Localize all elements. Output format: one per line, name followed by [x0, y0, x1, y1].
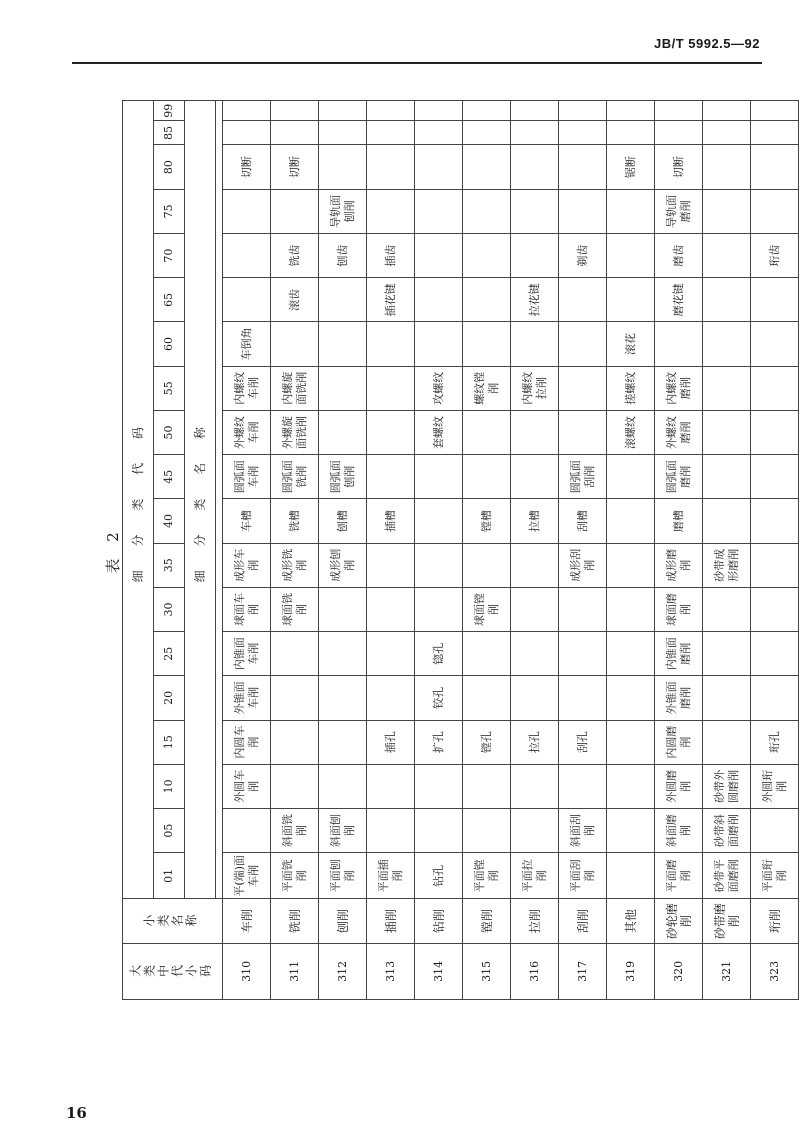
table-cell: 斜面铣削 [271, 809, 319, 853]
table-cell: 内圆磨削 [655, 720, 703, 764]
row-code: 311 [271, 943, 319, 999]
table-cell [319, 676, 367, 720]
table-cell [415, 499, 463, 543]
table-cell [415, 322, 463, 366]
table-cell [271, 720, 319, 764]
code-header-cell: 05 [154, 809, 185, 853]
table-cell [319, 410, 367, 454]
table-cell: 镗孔 [463, 720, 511, 764]
table-cell [655, 322, 703, 366]
table-row [319, 101, 367, 1000]
table-cell [511, 455, 559, 499]
table-cell [415, 233, 463, 277]
table-cell: 滚齿 [271, 278, 319, 322]
table-row [223, 101, 271, 1000]
table-cell [223, 233, 271, 277]
table-cell [703, 720, 751, 764]
row-minor-class-name: 镗削 [463, 899, 511, 943]
table-cell [655, 121, 703, 145]
header-spacer [216, 101, 223, 899]
table-cell [463, 101, 511, 121]
table-cell: 插槽 [367, 499, 415, 543]
table-cell: 镗槽 [463, 499, 511, 543]
header-rule [72, 62, 762, 64]
table-cell [607, 121, 655, 145]
table-cell [559, 764, 607, 808]
table-cell: 刮槽 [559, 499, 607, 543]
table-cell: 插花键 [367, 278, 415, 322]
row-code: 317 [559, 943, 607, 999]
table-title: 表 2 [104, 526, 122, 574]
table-cell [319, 587, 367, 631]
table-cell [511, 410, 559, 454]
table-cell [415, 101, 463, 121]
table-cell: 车倒角 [223, 322, 271, 366]
table-body [223, 101, 799, 1000]
header-minor-class-name: 小类名称 [123, 899, 223, 943]
table-cell [703, 121, 751, 145]
table-cell [463, 455, 511, 499]
table-cell: 砂带外圆磨削 [703, 764, 751, 808]
table-cell [271, 676, 319, 720]
table-cell: 外圆磨削 [655, 764, 703, 808]
table-cell [511, 145, 559, 189]
row-code: 315 [463, 943, 511, 999]
table-cell [367, 587, 415, 631]
table-cell [559, 278, 607, 322]
table-cell [751, 366, 799, 410]
table-cell [751, 101, 799, 121]
table-row [703, 101, 751, 1000]
table-cell: 内螺旋面铣削 [271, 366, 319, 410]
table-cell [607, 632, 655, 676]
table-cell [367, 189, 415, 233]
table-cell: 内圆车削 [223, 720, 271, 764]
table-cell: 磨齿 [655, 233, 703, 277]
table-cell: 成形刮削 [559, 543, 607, 587]
table-cell: 斜面磨削 [655, 809, 703, 853]
table-cell: 铣齿 [271, 233, 319, 277]
code-header-cell: 65 [154, 278, 185, 322]
table-cell: 内锥面磨削 [655, 632, 703, 676]
table-cell: 拉槽 [511, 499, 559, 543]
table-row [607, 101, 655, 1000]
table-cell [511, 322, 559, 366]
table-cell [271, 101, 319, 121]
table-cell: 圆弧面刮削 [559, 455, 607, 499]
table-cell [559, 121, 607, 145]
table-cell: 平面拉削 [511, 853, 559, 899]
table-cell [367, 764, 415, 808]
table-cell: 钻孔 [415, 853, 463, 899]
table-cell [463, 145, 511, 189]
table-cell [703, 278, 751, 322]
table-cell [703, 676, 751, 720]
table-cell [463, 410, 511, 454]
row-code: 320 [655, 943, 703, 999]
code-header-cell: 70 [154, 233, 185, 277]
page-number: 16 [66, 1104, 87, 1122]
row-minor-class-name: 刨削 [319, 899, 367, 943]
table-cell [703, 145, 751, 189]
table-cell [751, 322, 799, 366]
row-code: 312 [319, 943, 367, 999]
table-cell [607, 809, 655, 853]
table-cell [559, 101, 607, 121]
table-cell: 磨花键 [655, 278, 703, 322]
table-cell: 插齿 [367, 233, 415, 277]
table-cell [271, 322, 319, 366]
table-cell [703, 587, 751, 631]
table-cell [319, 101, 367, 121]
table-cell: 拉孔 [511, 720, 559, 764]
table-cell: 球面磨削 [655, 587, 703, 631]
table-cell: 螺纹镗削 [463, 366, 511, 410]
table-cell [607, 720, 655, 764]
code-header-cell: 50 [154, 410, 185, 454]
table-cell: 刮孔 [559, 720, 607, 764]
table-cell [511, 587, 559, 631]
table-cell [223, 278, 271, 322]
table-cell [511, 676, 559, 720]
table-cell: 剃齿 [559, 233, 607, 277]
table-cell: 插孔 [367, 720, 415, 764]
row-minor-class-name: 钻削 [415, 899, 463, 943]
table-cell [751, 632, 799, 676]
table-cell: 砂带斜面磨削 [703, 809, 751, 853]
table-cell: 内螺纹磨削 [655, 366, 703, 410]
code-header-cell: 01 [154, 853, 185, 899]
table-cell [751, 121, 799, 145]
table-cell: 切断 [271, 145, 319, 189]
table-cell [415, 543, 463, 587]
table-cell: 攻螺纹 [415, 366, 463, 410]
table-cell: 内螺纹车削 [223, 366, 271, 410]
table-cell [463, 322, 511, 366]
table-cell [463, 233, 511, 277]
table-cell [703, 455, 751, 499]
table-cell [463, 676, 511, 720]
code-header-cell: 40 [154, 499, 185, 543]
table-cell [511, 189, 559, 233]
table-cell [511, 543, 559, 587]
table-cell [751, 587, 799, 631]
row-code: 316 [511, 943, 559, 999]
table-cell [559, 189, 607, 233]
table-cell [367, 366, 415, 410]
table-cell: 圆弧面铣削 [271, 455, 319, 499]
table-cell: 砂带成形磨削 [703, 543, 751, 587]
classification-table [122, 100, 799, 1000]
code-header-cell: 80 [154, 145, 185, 189]
table-cell [751, 543, 799, 587]
table-cell: 套螺纹 [415, 410, 463, 454]
table-cell [607, 853, 655, 899]
table-cell [607, 233, 655, 277]
table-cell: 圆弧面磨削 [655, 455, 703, 499]
table-cell [463, 764, 511, 808]
row-minor-class-name: 珩削 [751, 899, 799, 943]
code-header-cell: 35 [154, 543, 185, 587]
table-cell: 成形磨削 [655, 543, 703, 587]
table-row [751, 101, 799, 1000]
table-cell: 圆弧面刨削 [319, 455, 367, 499]
table-cell [367, 676, 415, 720]
table-cell [511, 233, 559, 277]
table-cell: 球面镗削 [463, 587, 511, 631]
table-cell [703, 410, 751, 454]
table-cell [751, 189, 799, 233]
table-cell [703, 189, 751, 233]
table-cell [751, 410, 799, 454]
row-code: 310 [223, 943, 271, 999]
table-cell [223, 121, 271, 145]
table-cell: 外锥面车削 [223, 676, 271, 720]
code-header-cell: 45 [154, 455, 185, 499]
table-cell [319, 278, 367, 322]
code-header-cell: 55 [154, 366, 185, 410]
table-cell [319, 366, 367, 410]
table-cell [559, 632, 607, 676]
table-cell: 拉花键 [511, 278, 559, 322]
table-cell: 球面铣削 [271, 587, 319, 631]
table-cell [607, 543, 655, 587]
row-minor-class-name: 刮削 [559, 899, 607, 943]
table-cell [607, 499, 655, 543]
row-minor-class-name: 砂轮磨削 [655, 899, 703, 943]
code-header-cell: 60 [154, 322, 185, 366]
table-cell [367, 121, 415, 145]
table-cell: 铰孔 [415, 676, 463, 720]
table-cell: 外螺纹车削 [223, 410, 271, 454]
table-cell [463, 189, 511, 233]
row-minor-class-name: 其他 [607, 899, 655, 943]
table-cell [271, 189, 319, 233]
table-cell [703, 233, 751, 277]
table-cell: 平面插削 [367, 853, 415, 899]
code-header-cell: 99 [154, 101, 185, 121]
table-cell [319, 121, 367, 145]
table-cell [559, 145, 607, 189]
code-header-cell: 10 [154, 764, 185, 808]
table-cell [319, 632, 367, 676]
table-cell: 车槽 [223, 499, 271, 543]
table-row [559, 101, 607, 1000]
row-code: 319 [607, 943, 655, 999]
table-cell: 平(端)面车削 [223, 853, 271, 899]
code-header-row [154, 101, 185, 1000]
table-row [511, 101, 559, 1000]
row-minor-class-name: 拉削 [511, 899, 559, 943]
table-cell [415, 587, 463, 631]
table-cell: 切断 [655, 145, 703, 189]
code-header-cell: 20 [154, 676, 185, 720]
row-minor-class-name: 铣削 [271, 899, 319, 943]
table-cell [751, 499, 799, 543]
table-cell: 外螺旋面铣削 [271, 410, 319, 454]
table-cell: 锯断 [607, 145, 655, 189]
table-cell [511, 101, 559, 121]
table-cell [559, 676, 607, 720]
table-cell [607, 101, 655, 121]
table-cell: 球面车削 [223, 587, 271, 631]
row-code: 321 [703, 943, 751, 999]
table-cell [607, 587, 655, 631]
table-cell [559, 322, 607, 366]
table-cell: 滚螺纹 [607, 410, 655, 454]
table-cell: 刨槽 [319, 499, 367, 543]
table-cell: 平面刨削 [319, 853, 367, 899]
table-cell [463, 632, 511, 676]
table-cell: 斜面刮削 [559, 809, 607, 853]
code-header-cell: 15 [154, 720, 185, 764]
table-cell: 成形刨削 [319, 543, 367, 587]
table-cell: 内锥面车削 [223, 632, 271, 676]
code-header-cell: 30 [154, 587, 185, 631]
table-cell: 磨槽 [655, 499, 703, 543]
table-cell [415, 764, 463, 808]
table-row [655, 101, 703, 1000]
table-cell [415, 189, 463, 233]
table-cell: 外圆珩削 [751, 764, 799, 808]
table-cell [415, 145, 463, 189]
table-cell: 平面珩削 [751, 853, 799, 899]
table-cell [223, 189, 271, 233]
table-cell [655, 101, 703, 121]
table-cell: 搓螺纹 [607, 366, 655, 410]
table-cell [751, 676, 799, 720]
table-cell [319, 720, 367, 764]
table-cell: 铣槽 [271, 499, 319, 543]
code-header-cell: 25 [154, 632, 185, 676]
table-cell [367, 632, 415, 676]
table-cell [607, 764, 655, 808]
table-cell: 外锥面磨削 [655, 676, 703, 720]
table-cell: 刨齿 [319, 233, 367, 277]
table-cell [223, 809, 271, 853]
table-cell [511, 121, 559, 145]
table-cell: 平面镗削 [463, 853, 511, 899]
table-cell: 扩孔 [415, 720, 463, 764]
table-cell [703, 499, 751, 543]
table-row [271, 101, 319, 1000]
table-cell [271, 764, 319, 808]
header-major-minor-code: 大类中代小码 [123, 943, 223, 999]
table-cell [751, 145, 799, 189]
table-cell [319, 145, 367, 189]
table-cell [367, 145, 415, 189]
table-cell [415, 121, 463, 145]
table-cell [703, 101, 751, 121]
code-header-cell: 75 [154, 189, 185, 233]
row-minor-class-name: 插削 [367, 899, 415, 943]
table-cell: 平面刮削 [559, 853, 607, 899]
table-cell [703, 632, 751, 676]
table-cell [559, 587, 607, 631]
table-cell: 锪孔 [415, 632, 463, 676]
table-cell [703, 366, 751, 410]
table-cell: 滚花 [607, 322, 655, 366]
table-cell [367, 410, 415, 454]
table-cell [271, 121, 319, 145]
table-cell [607, 455, 655, 499]
table-cell [367, 809, 415, 853]
code-header-cell: 85 [154, 121, 185, 145]
table-cell [319, 322, 367, 366]
table-cell: 成形铣削 [271, 543, 319, 587]
table-cell [367, 543, 415, 587]
table-cell [559, 366, 607, 410]
row-minor-class-name: 车削 [223, 899, 271, 943]
table-cell [463, 121, 511, 145]
table-cell: 切断 [223, 145, 271, 189]
table-cell [607, 676, 655, 720]
table-cell: 导轨面磨削 [655, 189, 703, 233]
table-cell: 外螺纹磨削 [655, 410, 703, 454]
table-cell [223, 101, 271, 121]
table-cell: 斜面刨削 [319, 809, 367, 853]
table-cell [463, 543, 511, 587]
table-cell: 平面磨削 [655, 853, 703, 899]
table-cell: 导轨面刨削 [319, 189, 367, 233]
table-cell [751, 809, 799, 853]
table-cell: 成形车削 [223, 543, 271, 587]
header-group-code: 细 分 类 代 码 [123, 101, 154, 899]
table-cell [367, 101, 415, 121]
table-cell [367, 322, 415, 366]
table-cell [511, 764, 559, 808]
table-cell: 平面铣削 [271, 853, 319, 899]
header-group-name: 细 分 类 名 称 [185, 101, 216, 899]
table-cell [415, 809, 463, 853]
table-cell [511, 809, 559, 853]
table-row [415, 101, 463, 1000]
table-cell [415, 455, 463, 499]
table-cell: 砂带平面磨削 [703, 853, 751, 899]
table-cell: 外圆车削 [223, 764, 271, 808]
row-minor-class-name: 砂带磨削 [703, 899, 751, 943]
table-cell [319, 764, 367, 808]
table-cell [415, 278, 463, 322]
table-cell [559, 410, 607, 454]
row-code: 323 [751, 943, 799, 999]
table-cell [607, 189, 655, 233]
row-code: 313 [367, 943, 415, 999]
rotated-table-block [100, 100, 788, 1000]
table-cell [751, 455, 799, 499]
table-cell [463, 278, 511, 322]
table-cell [751, 278, 799, 322]
table-cell: 珩齿 [751, 233, 799, 277]
table-cell: 内螺纹拉削 [511, 366, 559, 410]
table-row [367, 101, 415, 1000]
table-cell: 珩孔 [751, 720, 799, 764]
table-cell [511, 632, 559, 676]
table-cell [463, 809, 511, 853]
table-row [463, 101, 511, 1000]
table-cell [607, 278, 655, 322]
table-cell [271, 632, 319, 676]
table-cell [367, 455, 415, 499]
table-cell [703, 322, 751, 366]
standard-code: JB/T 5992.5—92 [653, 36, 760, 51]
table-cell: 圆弧面车削 [223, 455, 271, 499]
row-code: 314 [415, 943, 463, 999]
